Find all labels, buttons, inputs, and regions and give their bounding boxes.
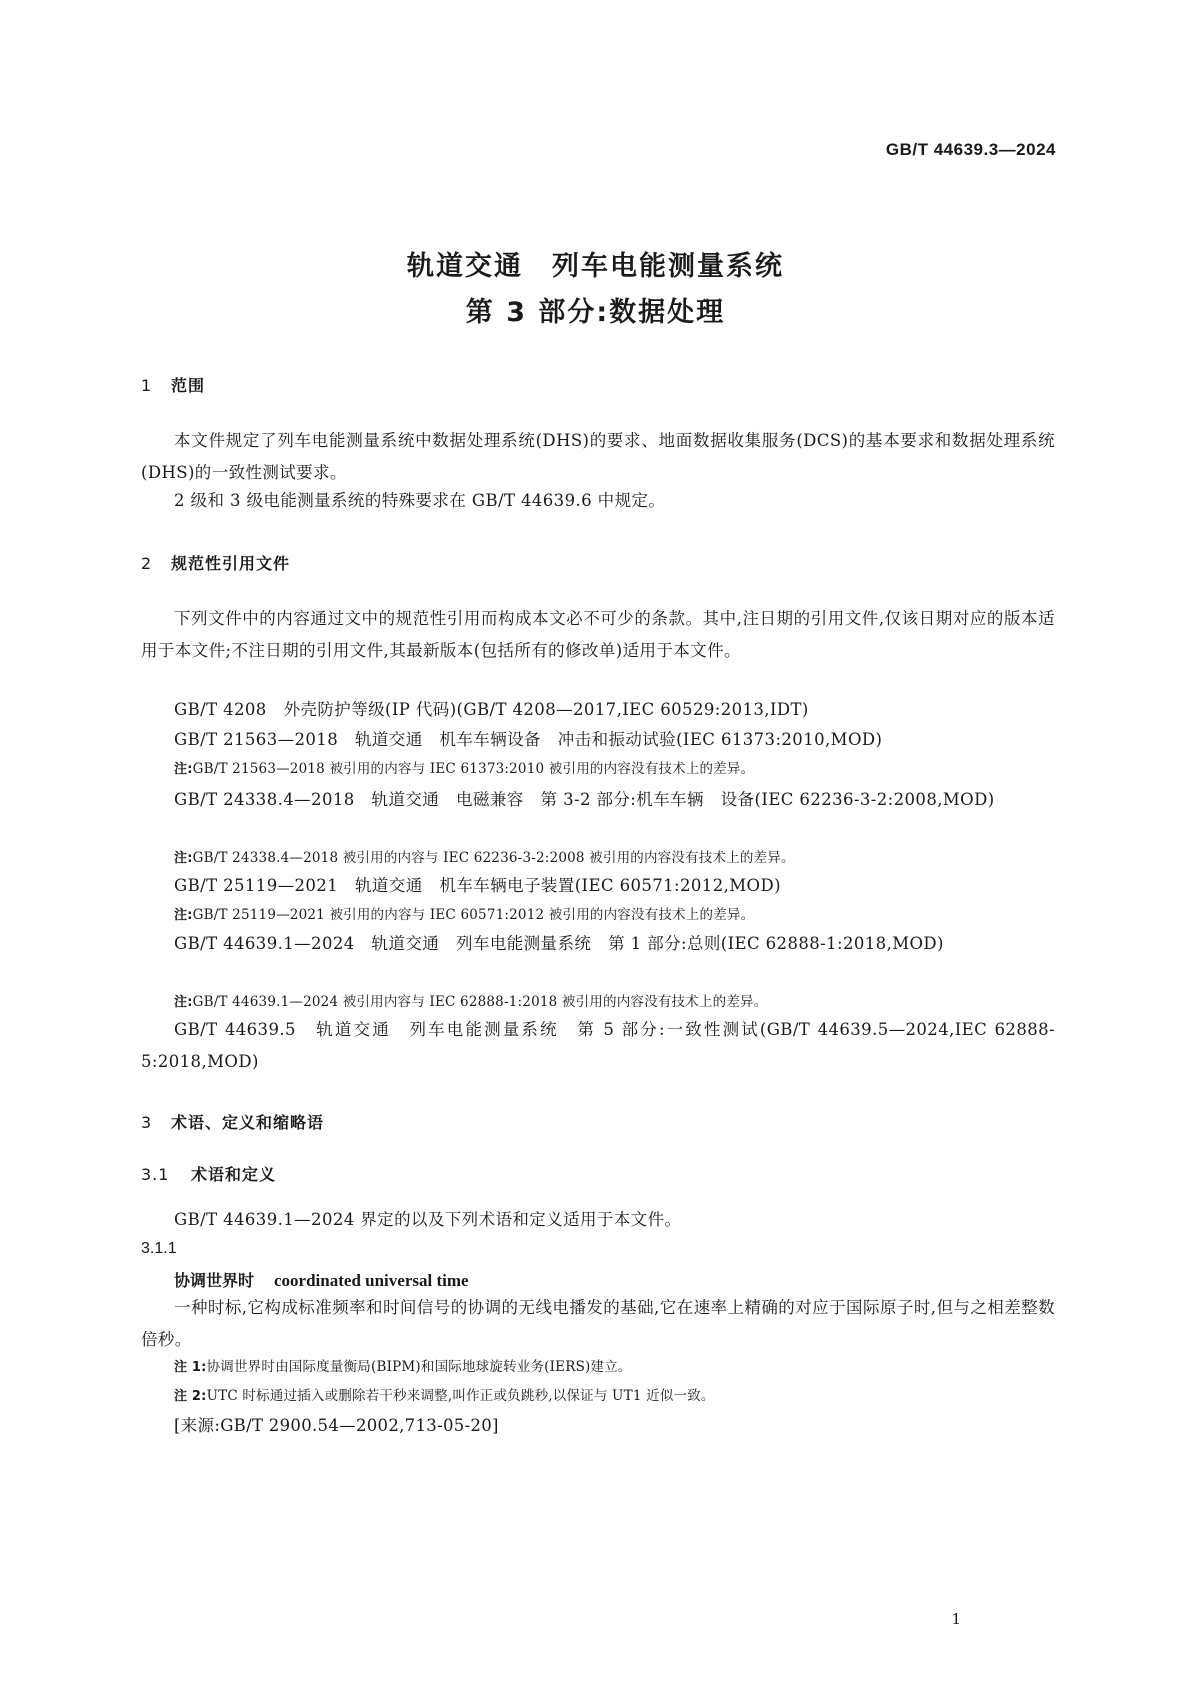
- note-label: 注:: [174, 908, 193, 923]
- subsection-title: 术语和定义: [191, 1165, 277, 1184]
- note-label: 注 2:: [174, 1389, 207, 1404]
- note-label: 注:: [174, 995, 193, 1010]
- reference-note: [174, 991, 1054, 1014]
- section-title: 规范性引用文件: [171, 554, 291, 573]
- section-title: 术语、定义和缩略语: [171, 1113, 325, 1132]
- reference-item: GB/T 44639.5 轨道交通 列车电能测量系统 第 5 部分:一致性测试(GB/T 44639.5—2024,IEC 62888-5:2018,MOD): [141, 1020, 1055, 1071]
- page-number: 1: [951, 1610, 961, 1628]
- section-number: 2: [141, 554, 153, 573]
- section-2-heading: [141, 551, 290, 574]
- section-1-heading: [141, 373, 205, 396]
- reference-note: [174, 758, 1054, 781]
- reference-item: GB/T 4208 外壳防护等级(IP 代码)(GB/T 4208—2017,IEC 60529:2013,IDT): [174, 700, 809, 719]
- note-label: 注:: [174, 851, 193, 866]
- term-number: 3.1.1: [141, 1240, 177, 1257]
- term-note-1: [174, 1356, 1054, 1379]
- term-note-2: [174, 1385, 1054, 1408]
- note-text: UTC 时标通过插入或删除若干秒来调整,叫作正或负跳秒,以保证与 UT1 近似一致。: [206, 1388, 715, 1404]
- paragraph: 本文件规定了列车电能测量系统中数据处理系统(DHS)的要求、地面数据收集服务(DCS)的基本要求和数据处理系统(DHS)的一致性测试要求。: [141, 431, 1055, 482]
- paragraph: 2 级和 3 级电能测量系统的特殊要求在 GB/T 44639.6 中规定。: [174, 491, 666, 510]
- note-text: GB/T 24338.4—2018 被引用的内容与 IEC 62236-3-2:2008 被引用的内容没有技术上的差异。: [192, 850, 795, 866]
- document-subtitle: 第 3 部分:数据处理: [465, 297, 726, 328]
- section-number: 1: [141, 376, 153, 395]
- subsection-heading: [141, 1162, 276, 1185]
- reference-item: GB/T 24338.4—2018 轨道交通 电磁兼容 第 3-2 部分:机车车辆 设备(IEC 62236-3-2:2008,MOD): [174, 790, 995, 809]
- document-title: 轨道交通 列车电能测量系统: [407, 251, 784, 282]
- reference-item: GB/T 25119—2021 轨道交通 机车车辆电子装置(IEC 60571:2012,MOD): [174, 876, 781, 895]
- paragraph: 下列文件中的内容通过文中的规范性引用而构成本文必不可少的条款。其中,注日期的引用文件,仅该日期对应的版本适用于本文件;不注日期的引用文件,其最新版本(包括所有的修改单)适用于本文件。: [141, 609, 1055, 660]
- reference-item: GB/T 21563—2018 轨道交通 机车车辆设备 冲击和振动试验(IEC 61373:2010,MOD): [174, 730, 883, 749]
- term-source: [来源:GB/T 2900.54—2002,713-05-20]: [174, 1416, 499, 1435]
- note-text: GB/T 44639.1—2024 被引用内容与 IEC 62888-1:2018 被引用的内容没有技术上的差异。: [192, 994, 768, 1010]
- subsection-number: 3.1: [141, 1165, 170, 1184]
- reference-note: [174, 847, 1054, 870]
- section-3-heading: [141, 1110, 324, 1133]
- note-label: 注:: [174, 762, 193, 777]
- section-title: 范围: [171, 376, 206, 395]
- note-label: 注 1:: [174, 1360, 207, 1375]
- term-chinese: 协调世界时: [174, 1271, 255, 1290]
- section-number: 3: [141, 1113, 153, 1132]
- standard-code: GB/T 44639.3—2024: [885, 140, 1056, 159]
- term-entry: [174, 1268, 469, 1291]
- note-text: GB/T 25119—2021 被引用的内容与 IEC 60571:2012 被引用的内容没有技术上的差异。: [192, 907, 755, 923]
- paragraph: GB/T 44639.1—2024 界定的以及下列术语和定义适用于本文件。: [174, 1210, 682, 1229]
- term-definition: 一种时标,它构成标准频率和时间信号的协调的无线电播发的基础,它在速率上精确的对应于国际原子时,但与之相差整数倍秒。: [141, 1298, 1055, 1349]
- reference-item: GB/T 44639.1—2024 轨道交通 列车电能测量系统 第 1 部分:总则(IEC 62888-1:2018,MOD): [174, 934, 944, 953]
- reference-note: [174, 904, 1054, 927]
- term-english: coordinated universal time: [274, 1271, 469, 1290]
- note-text: 协调世界时由国际度量衡局(BIPM)和国际地球旋转业务(IERS)建立。: [206, 1359, 632, 1375]
- note-text: GB/T 21563—2018 被引用的内容与 IEC 61373:2010 被引用的内容没有技术上的差异。: [192, 761, 755, 777]
